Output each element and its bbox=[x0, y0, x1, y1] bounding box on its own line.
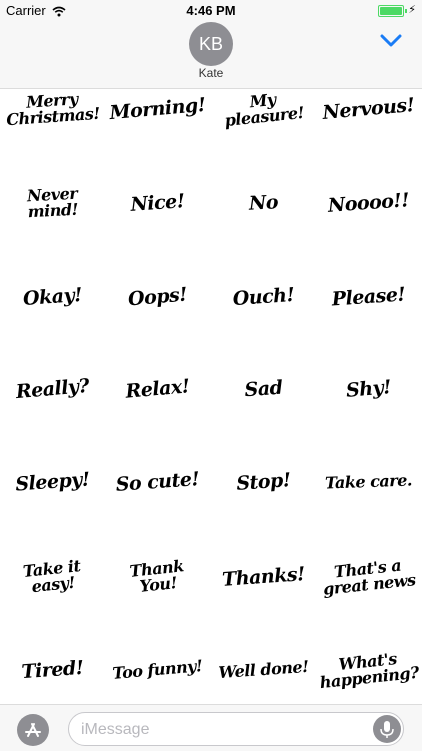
sticker-ouch[interactable]: Ouch! bbox=[231, 283, 295, 310]
battery-icon bbox=[378, 5, 404, 17]
status-bar bbox=[0, 0, 422, 22]
sticker-that-s-a-great-news[interactable]: That's a great news bbox=[322, 555, 417, 599]
sticker-nice[interactable]: Nice! bbox=[129, 189, 186, 216]
sticker-relax[interactable]: Relax! bbox=[124, 374, 191, 403]
sticker-take-care[interactable]: Take care. bbox=[324, 470, 413, 493]
sticker-merry-christmas[interactable]: Merry Christmas! bbox=[5, 89, 101, 130]
sticker-no[interactable]: No bbox=[248, 190, 279, 215]
app-store-button[interactable] bbox=[17, 714, 49, 746]
app-store-icon bbox=[17, 714, 49, 746]
sticker-okay[interactable]: Okay! bbox=[22, 283, 83, 310]
sticker-sad[interactable]: Sad bbox=[243, 376, 284, 401]
message-input-bar bbox=[0, 704, 422, 751]
sticker-sleepy[interactable]: Sleepy! bbox=[14, 467, 91, 496]
sticker-take-it-easy[interactable]: Take it easy! bbox=[21, 556, 82, 597]
chevron-down-icon bbox=[380, 34, 402, 48]
sticker-grid bbox=[0, 89, 422, 704]
sticker-thank-you[interactable]: Thank You! bbox=[128, 556, 185, 596]
collapse-button[interactable] bbox=[380, 34, 402, 53]
sticker-my-pleasure[interactable]: My pleasure! bbox=[223, 89, 305, 131]
sticker-well-done[interactable]: Well done! bbox=[217, 656, 310, 683]
sticker-never-mind[interactable]: Never mind! bbox=[26, 183, 79, 222]
message-input-placeholder: iMessage bbox=[81, 721, 150, 738]
carrier-label: Carrier bbox=[6, 3, 46, 18]
sticker-nervous[interactable]: Nervous! bbox=[321, 93, 416, 124]
contact-name[interactable]: Kate bbox=[198, 66, 224, 80]
microphone-icon bbox=[373, 715, 401, 743]
sticker-really[interactable]: Really? bbox=[14, 374, 90, 403]
sticker-too-funny[interactable]: Too funny! bbox=[111, 656, 204, 683]
sticker-thanks[interactable]: Thanks! bbox=[221, 562, 306, 591]
sticker-please[interactable]: Please! bbox=[331, 282, 406, 311]
sticker-so-cute[interactable]: So cute! bbox=[114, 467, 200, 496]
microphone-button[interactable] bbox=[373, 715, 401, 743]
sticker-noooo[interactable]: Noooo!! bbox=[327, 188, 410, 217]
sticker-tired[interactable]: Tired! bbox=[20, 656, 85, 683]
sticker-shy[interactable]: Shy! bbox=[345, 375, 392, 402]
contact-avatar[interactable]: KB bbox=[189, 22, 233, 66]
sticker-oops[interactable]: Oops! bbox=[127, 282, 188, 311]
status-time: 4:46 PM bbox=[186, 3, 236, 18]
message-input[interactable] bbox=[68, 712, 404, 746]
sticker-morning[interactable]: Morning! bbox=[108, 93, 207, 124]
charging-bolt-icon: ⚡ bbox=[408, 4, 416, 16]
sticker-what-s-happening[interactable]: What's happening? bbox=[318, 649, 420, 693]
sticker-stop[interactable]: Stop! bbox=[235, 468, 292, 495]
